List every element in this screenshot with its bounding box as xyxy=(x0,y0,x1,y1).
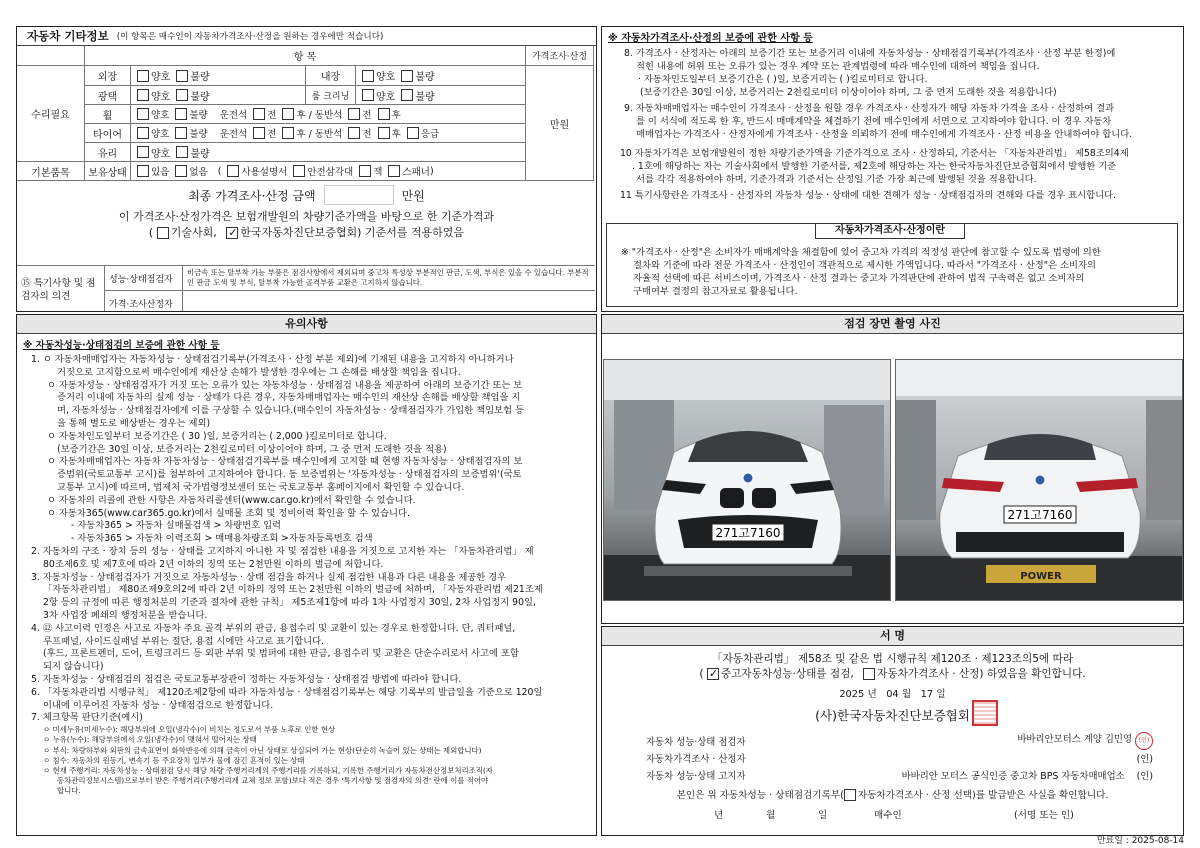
notice-line: 4. ⑫ 사고이력 인정은 사고로 자동차 주요 골격 부위의 판금, 용접수리 및 교환이 있는 경우로 한정합니다. 단, 쿼터패널, xyxy=(31,622,516,634)
driver-label: 운전석 xyxy=(219,129,248,140)
bad-label: 불량 xyxy=(190,72,210,83)
special-price-label: 가격·조사산정자 xyxy=(105,291,183,312)
good-label: 양호 xyxy=(151,110,170,121)
item-8-line: · 자동차인도일부터 보증기간은 ( )일, 보증거리는 ( )킬로미터로 합니다. xyxy=(638,74,928,85)
buyer-day-label: 일 xyxy=(818,810,828,821)
notice-line: 교통부 고시)에 따르며, 법제처 국가법령정보센터 또는 국토교통부 홈페이지에서 확인할 수 있습니다. xyxy=(57,481,465,493)
basis-tech-checkbox[interactable] xyxy=(157,227,169,239)
inspector-seal-icon: (인) xyxy=(1135,732,1153,750)
rear-passenger-label: 후 / 동반석 xyxy=(296,110,343,121)
notice-line: (보증기간은 30일 이상, 보증거리는 2천킬로미터 이상이어야 하며, 그 중 먼저 도래한 것을 적용) xyxy=(57,443,447,455)
notice-line: 증범위(국토교통부 고시)를 첨부하여 고지하여야 합니다. 동 보증범위는 '자동차성능 · 상태점검자의 보증범위'(국토 xyxy=(57,469,522,481)
inspector-name: 바바리안모터스 계양 김민영 xyxy=(1017,734,1133,745)
tire-passenger-front-checkbox[interactable] xyxy=(348,127,360,139)
item-10-line: 10 자동차가격은 보험개발원이 정한 차량기준가액을 기준가격으로 조사 · 산정하되, 기준서는 「자동차관리법」 제58조의4제 xyxy=(620,148,1129,159)
notice-line: 2. 자동차의 구조 · 장치 등의 성능 · 상태를 고지하지 아니한 자 및 점검한 내용을 거짓으로 고지한 자는 「자동차관리법」 제 xyxy=(31,545,534,557)
wheel-driver-front-checkbox[interactable] xyxy=(253,108,265,120)
notifier-seal: (인) xyxy=(1136,770,1153,782)
signature-law-line: 「자동차관리법」 제58조 및 같은 법 시행규칙 제120조 · 제123조의5에 따라 xyxy=(711,653,1074,665)
room-good-checkbox[interactable] xyxy=(362,89,374,101)
bad-label: 불량 xyxy=(189,129,208,140)
tire-passenger-rear-checkbox[interactable] xyxy=(378,127,390,139)
wheel-bad-checkbox[interactable] xyxy=(175,108,187,120)
special-table xyxy=(17,265,595,312)
glass-label: 유리 xyxy=(85,143,131,162)
basis-tail: 기준서를 적용하였음 xyxy=(364,226,465,239)
jack-checkbox[interactable] xyxy=(359,165,371,177)
price-unit: 만원 xyxy=(526,66,594,181)
etc-info-section: 자동차 기타정보 (이 항목은 매수인이 자동차가격조사·산정을 원하는 경우에만 적습니다) 항 목 가격조사·산정 수리필요 만원 외장 양호 불량 내장 양호 불량 광택 양호 불량 룸 크리닝 양호 불량 휠 양호 불량 운전석 전 후 / 동반석 전 후 타이어 양호 불량 운전석 전 후 / 동반석 전 후 응급 유리 양호 불량 기본품목 보유상태 있음 없음 ( 사용설명서 안전삼각대 잭 스패너 ) 최종 가격조사·산정 금액 만원 이 가격조사·산정가격은 보험개발원의 차량기준가액을 바탕으로 한 기준가격과 ( 기술사회, ✓ 한국자동차진단보증협회) 기준서를 적용하였음 ⑮ 특기사항 및 점검자의 의견 성능·상태점검자 비금속 또는 탈부착 가능 부품은 점검사항에서 제외되며 중고차 특성상 부분적인 판금, 도색, 부식은 있을 수 있습니다. 부분적인 판금 도색 및 부식, 탈부착 가능한 골격부품 교환은 고지하지 않습니다. 가격·조사산정자 xyxy=(16,26,597,312)
have-label: 있음 xyxy=(151,167,170,178)
signature-opt2: 자동차가격조사 · 산정) 하였음을 확인합니다. xyxy=(877,668,1086,680)
price-assessor-seal: (인) xyxy=(1136,753,1153,765)
bad-label: 불량 xyxy=(415,72,435,83)
possess-have-checkbox[interactable] xyxy=(137,165,149,177)
driver-label: 운전석 xyxy=(219,110,248,121)
notice-line: 1. ㅇ 자동차매매업자는 자동차성능 · 상태점검기록부(가격조사 · 산정 부분 제외)에 기재된 내용을 고지하지 아니하거나 xyxy=(31,354,514,365)
rear-plate-text: 271고7160 xyxy=(1007,508,1073,522)
signature-date xyxy=(602,686,1183,700)
item-8-line: 8. 가격조사 · 산정자는 아래의 보증기간 또는 보증거리 이내에 자동차성능 · 상태점검기록부(가격조사 · 산정 부분 한정)에 xyxy=(624,48,1116,59)
notice-line: 3. 자동차성능 · 상태점검자가 거짓으로 자동차성능 · 상태 점검을 하거나 실제 점검한 내용과 다른 내용을 제공한 경우 xyxy=(31,571,507,583)
manual-label: 사용설명서 xyxy=(241,167,288,178)
notice-subtitle: ※ 자동차성능·상태점검의 보증에 관한 사항 등 xyxy=(23,340,220,351)
photo-title: 점검 장면 촬영 사진 xyxy=(602,315,1183,334)
criteria-line: ㅇ 누유(누수): 해당부위에서 오일(냉각수)이 맺혀서 떨어지는 상태 xyxy=(43,735,257,745)
month-label: 월 xyxy=(901,689,912,700)
item-11-line: 11 특기사항란은 가격조사 · 산정자의 자동차 성능 · 상태에 대한 견해가 성능 · 상태점검자의 견해와 다를 경우 표시합니다. xyxy=(620,190,1116,201)
receipt-price-checkbox[interactable] xyxy=(844,789,856,801)
wheel-driver-rear-checkbox[interactable] xyxy=(282,108,294,120)
item-10-line: 서를 각각 적용하여야 하며, 기준가격과 기준서는 산정일 기준 가장 최근에 발행된 것을 적용합니다. xyxy=(636,174,1037,185)
rear-car-image xyxy=(896,360,1183,601)
notice-line: ㅇ 자동차인도일부터 보증기간은 ( 30 )일, 보증거리는 ( 2,000 )킬로미터로 합니다. xyxy=(47,430,387,442)
basic-group-label: 기본품목 xyxy=(17,162,85,181)
notice-line: 증거리 이내에 자동차의 실제 성능 · 상태가 다른 경우, 자동차매매업자는 매수인의 재산상 손해를 배상할 책임을 지 xyxy=(57,392,521,404)
buyer-month-label: 월 xyxy=(766,810,776,821)
exterior-good-checkbox[interactable] xyxy=(137,70,149,82)
expiry-date: 만료일 : 2025-08-14 xyxy=(1096,836,1184,846)
tire-emergency-checkbox[interactable] xyxy=(407,127,419,139)
etc-table: 항 목 가격조사·산정 수리필요 만원 외장 양호 불량 내장 양호 불량 광택 양호 불량 룸 크리닝 양호 불량 휠 양호 불량 운전석 전 후 / 동반석 전 후 타이어 양호 불량 운전석 전 후 / 동반석 전 후 응급 유리 양호 불량 기본품목 보유상태 있음 없음 ( 사용설명서 안전삼각대 잭 스패너 ) xyxy=(17,46,596,181)
notice-line: ㅇ 자동차365(www.car365.go.kr)에서 실매물 조회 및 정비이력 확인을 할 수 있습니다. xyxy=(47,507,410,519)
rear-photo xyxy=(895,359,1183,601)
tire-bad-checkbox[interactable] xyxy=(175,127,187,139)
etc-title: 자동차 기타정보 xyxy=(27,29,109,43)
bad-label: 불량 xyxy=(415,91,435,103)
inspector-label: 자동차 성능·상태 점검자 xyxy=(646,736,746,748)
price-warranty-title: ※ 자동차가격조사·산정의 보증에 관한 사항 등 xyxy=(608,33,813,44)
criteria-line: ㅇ 침수: 자동차의 원동기, 변속기 등 주요장치 일부가 물에 잠긴 흔적이 있는 상태 xyxy=(43,755,305,765)
receipt-text: 본인은 위 자동차성능 · 상태점검기록부( xyxy=(676,790,844,801)
notice-line: 거짓으로 고지함으로써 매수인에게 재산상 손해가 발생한 경우에는 그 손해를 배상할 책임을 집니다. xyxy=(57,366,461,378)
bad-label: 불량 xyxy=(190,148,210,160)
item-8-line: 적힌 내용에 허위 또는 오류가 있는 경우 계약 또는 관계법령에 따라 매수인에 대하여 책임을 집니다. xyxy=(636,61,1040,72)
sign-day: 17 xyxy=(920,689,934,700)
notice-line: 루프패널, 사이드실패널 부위는 절단, 용접 시에만 사고로 표기합니다. xyxy=(43,635,325,647)
criteria-line: 합니다. xyxy=(57,786,81,796)
notice-title: 유의사항 xyxy=(17,315,596,334)
exterior-label: 외장 xyxy=(85,66,131,86)
bad-label: 불량 xyxy=(190,91,210,103)
final-price-input[interactable] xyxy=(324,185,394,205)
receipt-text: 자동차가격조사 · 산정 선택)를 발급받은 사실을 확인합니다. xyxy=(857,790,1109,801)
glass-bad-checkbox[interactable] xyxy=(176,146,188,158)
final-price-label: 최종 가격조사·산정 금액 xyxy=(188,188,316,203)
association-seal-icon xyxy=(972,700,998,726)
buyer-sign-label[interactable]: (서명 또는 인) xyxy=(1014,810,1074,821)
special-label: ⑮ 특기사항 및 점검자의 의견 xyxy=(17,266,105,312)
good-label: 양호 xyxy=(376,91,396,103)
signature-opt1: 중고자동차성능·상태를 점검, xyxy=(720,668,854,680)
good-label: 양호 xyxy=(151,148,171,160)
good-label: 양호 xyxy=(151,129,170,140)
room-bad-checkbox[interactable] xyxy=(401,89,413,101)
bad-label: 불량 xyxy=(189,110,208,121)
notice-line: ㅇ 자동차매매업자는 자동차 자동차성능 · 상태점검기록부를 매수인에게 고지할 때 현행 자동차성능 · 상태점검자의 보 xyxy=(47,456,523,468)
item-8-line: (보증기간은 30일 이상, 보증거리는 2천킬로미터 이상이어야 하며, 그 중 먼저 도래한 것을 적용합니다) xyxy=(640,87,1057,98)
interior-good-checkbox[interactable] xyxy=(362,70,374,82)
front-label: 전 xyxy=(267,110,277,121)
criteria-line: ㅇ 부식: 차량하부와 외판의 금속표면이 화학반응에 의해 금속이 아닌 상태로 상실되어 가는 현상(단순히 녹슬어 있는 상태는 제외합니다) xyxy=(43,745,482,755)
gloss-label: 광택 xyxy=(85,86,131,105)
tire-driver-rear-checkbox[interactable] xyxy=(282,127,294,139)
price-definition-box xyxy=(606,223,1178,307)
day-label: 일 xyxy=(936,689,946,700)
manual-checkbox[interactable] xyxy=(227,165,239,177)
notice-line: 이내에 이루어진 자동차 성능 · 상태점검으로 한정합니다. xyxy=(43,699,274,711)
front-label: 전 xyxy=(362,110,372,121)
notice-line: 5. 자동차성능 · 상태점검의 점검은 국토교통부장관이 정하는 자동차성능 · 상태점검 방법에 따라야 합니다. xyxy=(31,673,462,685)
item-9-line: 9. 자동차매매업자는 매수인이 가격조사 · 산정을 원할 경우 가격조사 · 산정자가 해당 자동차 가격을 조사 · 산정하여 결과 xyxy=(624,103,1115,114)
photo-section xyxy=(601,314,1184,624)
notice-line: 되지 않습니다) xyxy=(43,661,104,673)
col-item-header: 항 목 xyxy=(85,46,526,66)
price-assessor-label: 자동차가격조사 · 산정자 xyxy=(646,753,746,765)
notice-line: ㅇ 자동차성능 · 상태점검자가 거짓 또는 오류가 있는 자동차성능 · 상태점검 내용을 제공하여 아래의 보증기간 또는 보 xyxy=(47,379,523,391)
notice-line: 80조제6호 및 제7호에 따라 2년 이하의 징역 또는 2천만원 이하의 벌금에 처합니다. xyxy=(43,558,384,570)
criteria-line: 동차관리정보시스템)으로부터 받은 주행거리(주행거리계 교체 정보 포함)보다 적은 경우 '특기사항 및 점검자의 의견' 란에 이를 적어야 xyxy=(57,776,489,786)
year-label: 년 xyxy=(867,689,877,700)
spanner-checkbox[interactable] xyxy=(388,165,400,177)
tire-label: 타이어 xyxy=(85,124,131,143)
good-label: 양호 xyxy=(151,91,171,103)
gloss-bad-checkbox[interactable] xyxy=(176,89,188,101)
glass-good-checkbox[interactable] xyxy=(137,146,149,158)
basis-line1: 이 가격조사·산정가격은 보험개발원의 차량기준가액을 바탕으로 한 기준가격과 xyxy=(118,210,495,223)
exterior-bad-checkbox[interactable] xyxy=(176,70,188,82)
signature-org: (사)한국자동차진단보증협회 xyxy=(815,708,970,723)
notice-line: 며, 자동차성능 · 상태점검자에게 이를 구상할 수 있습니다.(매수인이 자동차성능 · 상태점검자가 가입한 책임보험 등 xyxy=(57,405,524,417)
perf-check-checkbox[interactable] xyxy=(707,668,719,680)
notifier-label: 자동차 성능·상태 고지자 xyxy=(646,770,746,782)
interior-label: 내장 xyxy=(306,66,356,86)
room-cleaning-label: 룸 크리닝 xyxy=(306,86,356,105)
basis-opt1: 기술사회, xyxy=(170,226,217,239)
buyer-year-label: 년 xyxy=(714,810,724,821)
signature-title: 서 명 xyxy=(602,627,1183,646)
notice-line: - 자동차365 > 자동차 이력조회 > 매매용차량조회 >자동차등록번호 검색 xyxy=(71,533,373,545)
notice-line: 3차 사업장 폐쇄의 행정처분을 받습니다. xyxy=(43,609,208,621)
buyer-label: 매수인 xyxy=(874,810,902,821)
price-definition-title: 자동차가격조사·산정이란 xyxy=(815,223,965,239)
criteria-line: ㅇ 미세누유(미세누수): 해당부위에 오일(냉각수)이 비치는 정도로서 부품 노후로 인한 현상 xyxy=(43,725,336,735)
special-perf-text: 비금속 또는 탈부착 가능 부품은 점검사항에서 제외되며 중고차 특성상 부분적인 판금, 도색, 부식은 있을 수 있습니다. 부분적인 판금 도색 및 부식, 탈부착 가능한 골격부품 교환은 고지하지 않습니다. xyxy=(183,266,595,291)
possess-none-checkbox[interactable] xyxy=(175,165,187,177)
notice-line: 「자동차관리법」 제80조제9호의2에 따라 2년 이하의 징역 또는 2천만원 이하의 벌금에 처하며, 「자동차관리법 제21조제 xyxy=(43,584,543,596)
gloss-good-checkbox[interactable] xyxy=(137,89,149,101)
rear-label: 후 xyxy=(391,110,401,121)
definition-line: 구매여부 결정의 참고자료로 활용됩니다. xyxy=(633,286,798,297)
notifier-name: 바바리안 모터스 공식인증 중고차 BPS 자동차매매업소 xyxy=(901,770,1125,782)
front-car-image xyxy=(604,360,891,601)
emergency-label: 응급 xyxy=(420,129,440,140)
triangle-checkbox[interactable] xyxy=(293,165,305,177)
notice-line: 을 통해 별도로 배상받는 경우는 제외) xyxy=(57,417,211,429)
possess-label: 보유상태 xyxy=(85,162,131,181)
basis-opt2: 한국자동차진단보증협회) xyxy=(240,226,362,239)
criteria-line: ㅇ 현재 주행거리: 자동차성능 · 상태점검 당시 해당 차량 주행거리계의 주행거리를 기록하되, 기록한 주행거리가 자동차전산정보처리조직(자 xyxy=(43,765,493,775)
repair-group-label: 수리필요 xyxy=(17,66,85,162)
wheel-label: 휠 xyxy=(85,105,131,124)
special-perf-label: 성능·상태점검자 xyxy=(105,266,183,291)
rear-passenger-label: 후 / 동반석 xyxy=(296,129,343,140)
item-10-line: . 1호에 해당하는 자는 기술사회에서 발행한 기준서를, 제2호에 해당하는 자는 한국자동차진단보증협회에서 발행한 기준 xyxy=(632,161,1117,172)
col-price-header: 가격조사·산정 xyxy=(526,46,594,66)
definition-line: 자율적 선택에 따른 서비스이며, 가격조사 · 산정 결과는 중고차 가격판단에 관하여 법적 구속력은 없고 소비자의 xyxy=(633,273,1085,284)
tire-driver-front-checkbox[interactable] xyxy=(253,127,265,139)
sign-year: 2025 xyxy=(839,689,865,700)
notice-line: 7. 체크항목 판단기준(예시) xyxy=(31,712,143,724)
triangle-label: 안전삼각대 xyxy=(307,167,354,178)
tire-good-checkbox[interactable] xyxy=(137,127,149,139)
good-label: 양호 xyxy=(376,72,396,83)
signature-section: 서 명 「자동차관리법」 제58조 및 같은 법 시행규칙 제120조 · 제123조의5에 따라 ( ✓중고자동차성능·상태를 점검, 자동차가격조사 · 산정) 하였음을 확인합니다. 2025 년 04 월 17 일 (사)한국자동차진단보증협회 자동차 성능·상태 점검자 바바리안모터스 계양 김민영 (인) 자동차가격조사 · 산정자 (인) 자동차 성능·상태 고지자 바바리안 모터스 공식인증 중고차 BPS 자동차매매업소 (인) 본인은 위 자동차성능 · 상태점검기록부( 자동차가격조사 · 산정 선택)를 발급받은 사실을 확인합니다. 년 월 일 매수인 (서명 또는 인) xyxy=(601,626,1184,836)
definition-line: 절차와 기준에 따라 전문 가격조사 · 산정인이 객관적으로 제시한 가액입니다. 따라서 "가격조사 · 산정"은 소비자의 xyxy=(633,260,1096,271)
basis-kaa-checkbox[interactable] xyxy=(226,227,238,239)
notice-line: - 자동차365 > 자동차 실매물검색 > 차량번호 입력 xyxy=(71,520,282,532)
notice-line: 6. 「자동차관리법 시행규칙」 제120조제2항에 따라 자동차성능 · 상태점검기록부는 해당 기록부의 발급일을 기준으로 120일 xyxy=(31,686,543,698)
wheel-passenger-front-checkbox[interactable] xyxy=(348,108,360,120)
front-label: 전 xyxy=(362,129,372,140)
front-label: 전 xyxy=(267,129,277,140)
front-photo xyxy=(603,359,891,601)
buyer-row xyxy=(602,807,1183,821)
item-9-line: 매매업자는 가격조사 · 산정자에게 가격조사 · 산정을 의뢰하기 전에 매수인에게 가격조사 · 산정 비용을 안내하여야 합니다. xyxy=(636,129,1133,140)
item-9-line: 를 이 서식에 적도록 한 후, 반드시 매매계약을 체결하기 전에 매수인에게 서면으로 고지하여야 합니다. 이 경우 자동차 xyxy=(636,116,1112,127)
sign-month: 04 xyxy=(886,689,899,700)
etc-note: (이 항목은 매수인이 자동차가격조사·산정을 원하는 경우에만 적습니다) xyxy=(116,32,384,42)
jack-label: 잭 xyxy=(373,167,383,178)
notice-line: ㅇ 자동차의 리콜에 관한 사항은 자동차리콜센터(www.car.go.kr)에서 확인할 수 있습니다. xyxy=(47,494,416,506)
front-plate-text: 271고7160 xyxy=(715,526,781,540)
lift-brand-text: POWER xyxy=(1020,571,1062,582)
price-warranty-section xyxy=(601,26,1184,312)
notice-line: (후드, 프론트펜더, 도어, 트렁크리드 등 외판 부위 및 범퍼에 대한 판금, 용접수리 및 교환은 단순수리로서 사고에 포함 xyxy=(43,648,519,660)
notice-line: 2항 등의 규정에 따른 행정처분의 기준과 절차에 관한 규칙」 제5조제1항에 따라 1차 사업정지 30일, 2차 사업정지 90일, xyxy=(43,597,536,609)
wheel-good-checkbox[interactable] xyxy=(137,108,149,120)
rear-label: 후 xyxy=(391,129,401,140)
good-label: 양호 xyxy=(151,72,171,83)
wheel-passenger-rear-checkbox[interactable] xyxy=(378,108,390,120)
none-label: 없음 xyxy=(189,167,208,178)
price-check-checkbox[interactable] xyxy=(863,668,875,680)
definition-line: ※ "가격조사 · 산정"은 소비자가 매매계약을 체결함에 있어 중고차 가격의 적정성 판단에 참고할 수 있도록 법령에 의한 xyxy=(621,247,1101,258)
spanner-label: 스패너 xyxy=(402,167,430,178)
final-price-unit: 만원 xyxy=(401,188,425,203)
notice-section xyxy=(16,314,597,836)
interior-bad-checkbox[interactable] xyxy=(401,70,413,82)
